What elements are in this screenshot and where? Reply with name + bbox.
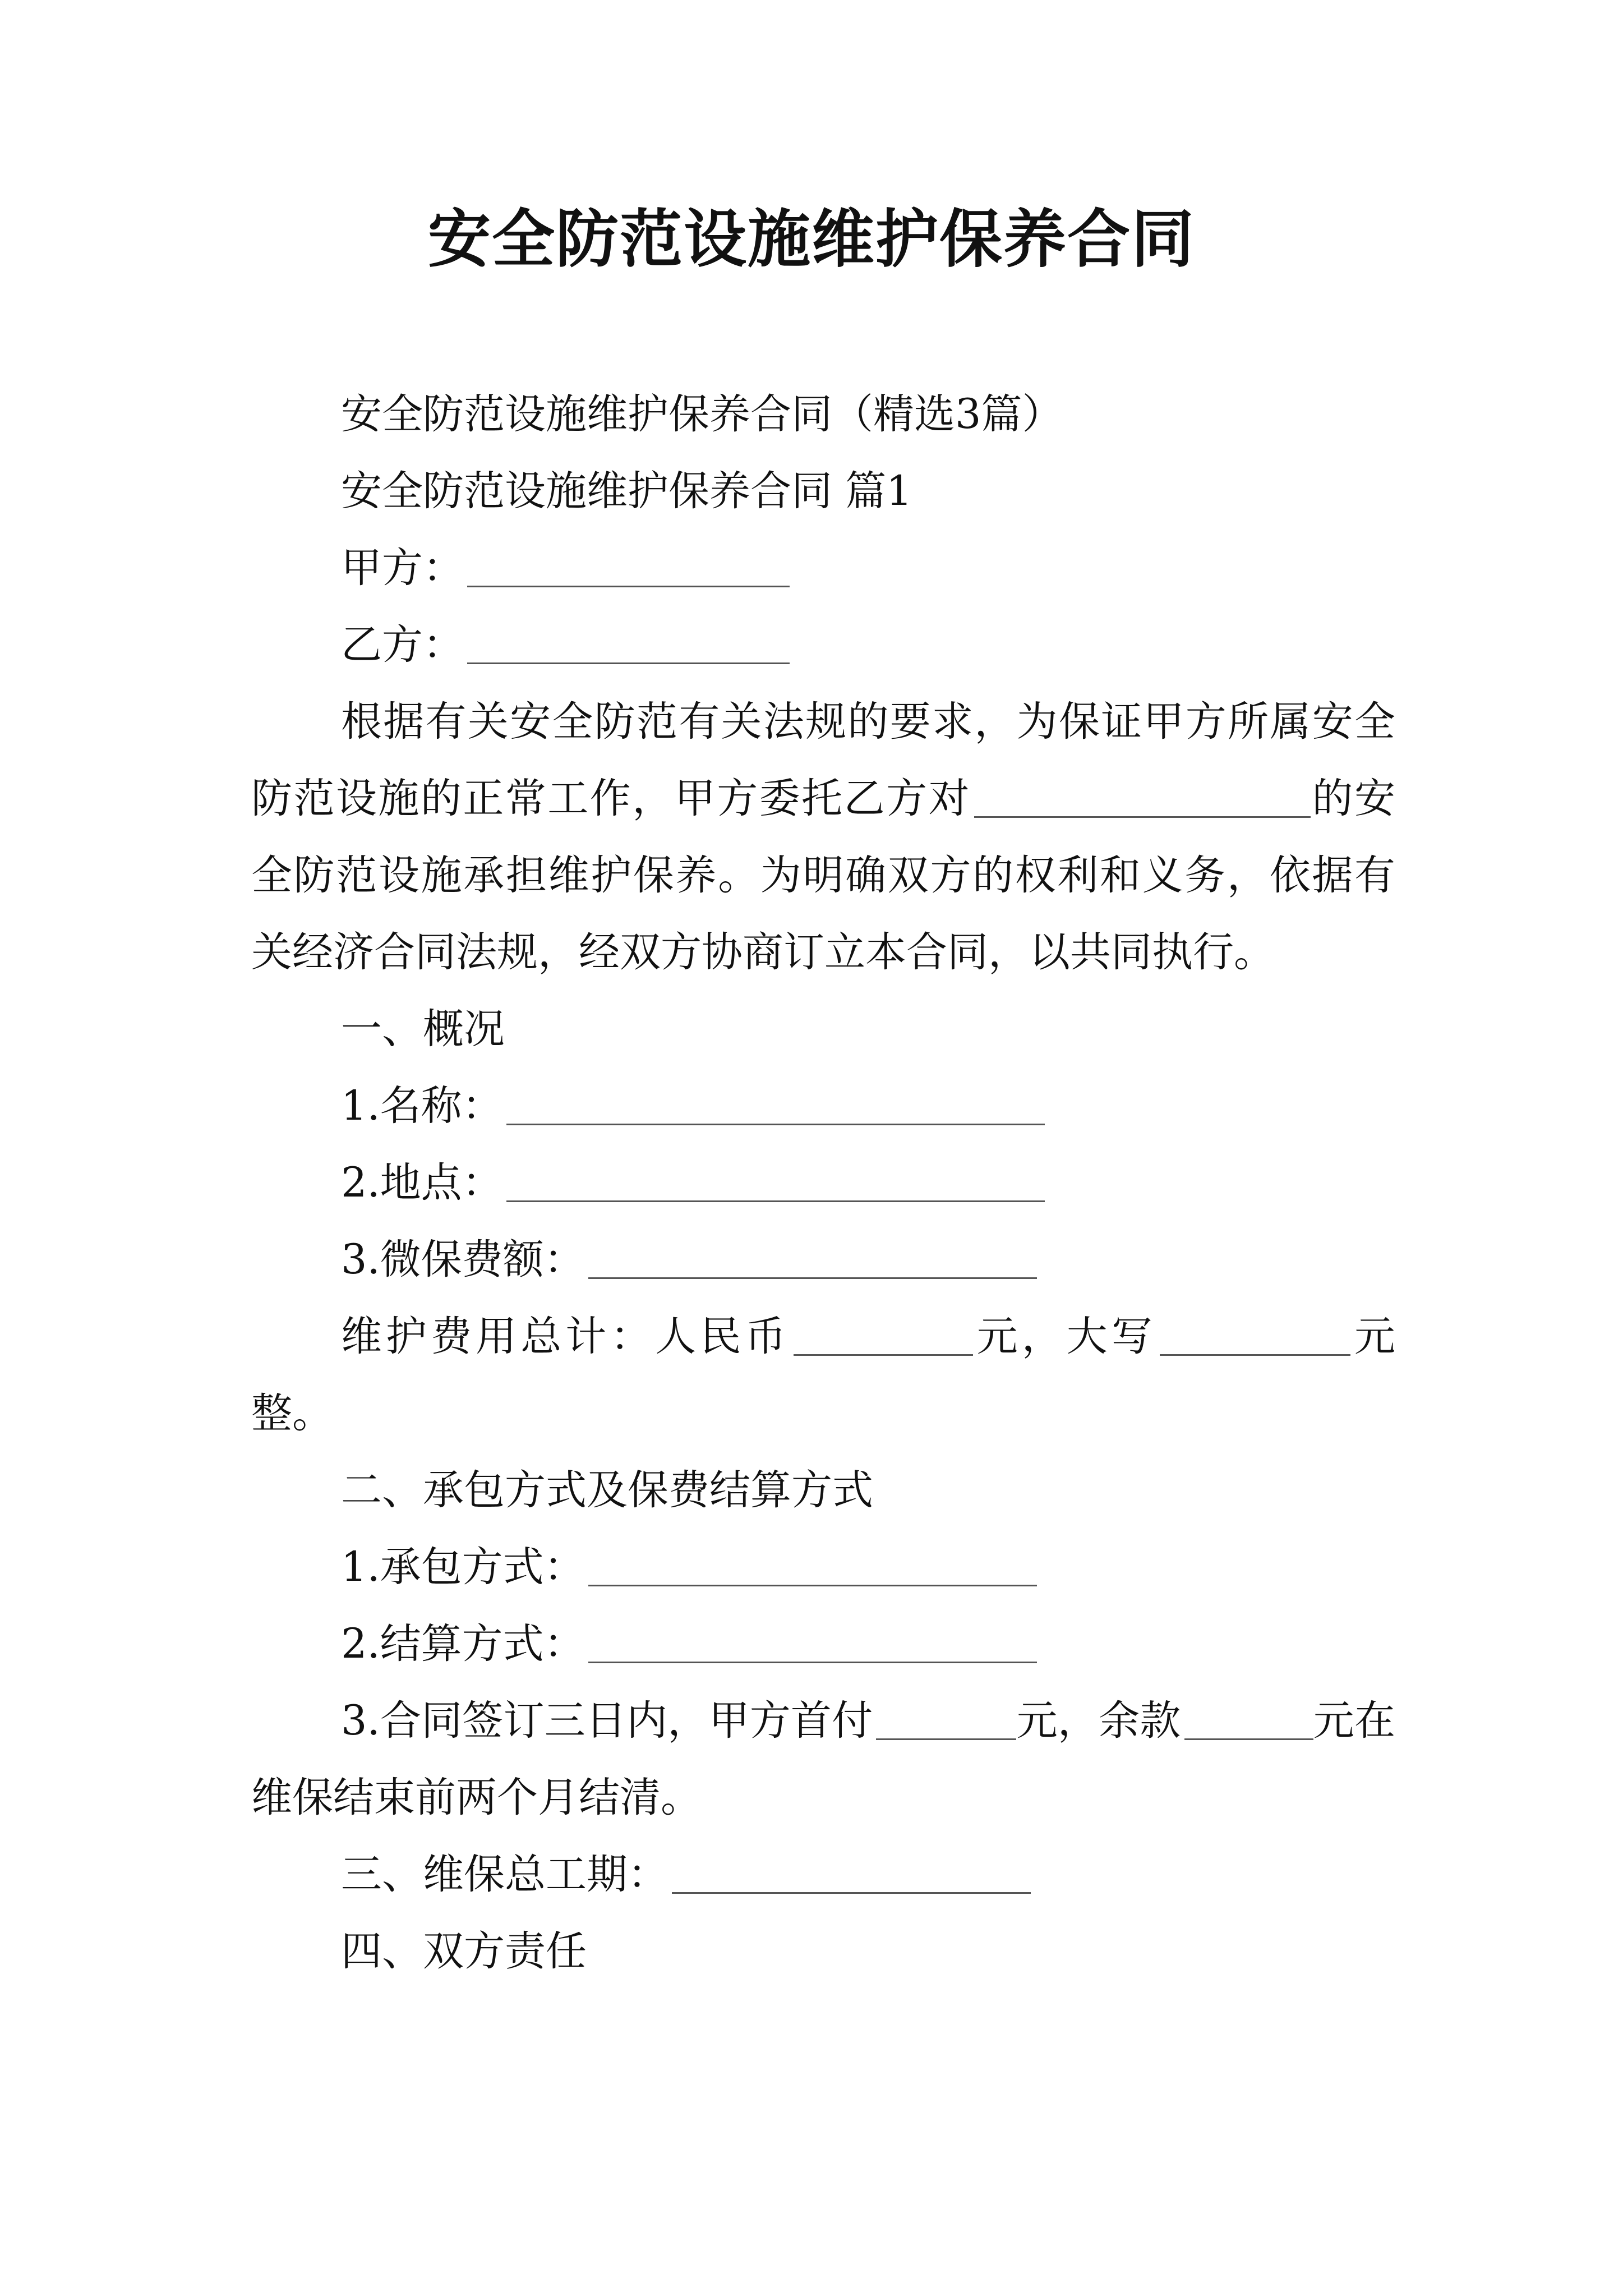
maintenance-period-blank (672, 1852, 1031, 1894)
total-fee-text-part1: 维护费用总计：人民币 (341, 1313, 790, 1360)
section-heading-text: 安全防范设施维护保养合同 篇1 (341, 467, 912, 515)
total-fee-paragraph (251, 1298, 1395, 1452)
party-a-blank (467, 545, 790, 587)
section2-heading: 二、承包方式及保费结算方式 (341, 1466, 873, 1514)
item-location-blank (506, 1160, 1045, 1202)
item-fee-label: 3.微保费额： (341, 1236, 585, 1283)
section2-heading-line (251, 1452, 1395, 1529)
total-fee-amount-blank (794, 1314, 973, 1356)
item-name-line (251, 1068, 1395, 1144)
document-body (251, 376, 1395, 1990)
item-fee-line (251, 1221, 1395, 1298)
intro-text-part2: 的安全防范设施承担维护保养。为明确双方的权利和义务，依据有关经济合同法规，经双方协商订立本合同，以共同执行。 (251, 775, 1396, 976)
party-a-label: 甲方： (341, 544, 464, 592)
section3-heading-line (251, 1836, 1395, 1913)
section3-heading: 三、维保总工期： (341, 1851, 668, 1898)
item-location-line (251, 1144, 1395, 1221)
section1-heading: 一、概况 (341, 1005, 505, 1053)
intro-blank (974, 776, 1311, 818)
first-payment-blank (876, 1698, 1016, 1740)
settlement-method-blank (588, 1621, 1037, 1663)
total-fee-text-part2: 元，大写 (972, 1313, 1156, 1360)
total-fee-words-blank (1160, 1314, 1350, 1356)
section-heading-line (251, 453, 1395, 530)
section1-heading-line (251, 991, 1395, 1068)
party-b-blank (467, 622, 790, 664)
contract-method-blank (588, 1544, 1037, 1586)
payment-text-part2: 元，余款 (1016, 1697, 1181, 1745)
party-b-line (251, 606, 1395, 683)
intro-paragraph (251, 683, 1395, 991)
total-fee-text-part3: 元整。 (251, 1313, 1395, 1437)
contract-method-label: 1.承包方式： (341, 1543, 585, 1591)
intro-text-part1: 根据有关安全防范有关法规的要求，为保证甲方所属安全防范设施的正常工作，甲方委托乙方对 (251, 698, 1395, 822)
item-name-label: 1.名称： (341, 1082, 503, 1130)
section4-heading-line (251, 1913, 1395, 1990)
subtitle-line (251, 376, 1395, 453)
item-fee-blank (588, 1237, 1037, 1279)
payment-paragraph (251, 1682, 1395, 1836)
subtitle-text: 安全防范设施维护保养合同（精选3篇） (341, 390, 1063, 438)
item-name-blank (506, 1083, 1045, 1125)
payment-text-part1: 3.合同签订三日内，甲方首付 (341, 1697, 873, 1745)
contract-method-line (251, 1529, 1395, 1605)
document-title: 安全防范设施维护保养合同 (428, 203, 1195, 276)
balance-blank (1184, 1698, 1313, 1740)
party-a-line (251, 530, 1395, 606)
party-b-label: 乙方： (341, 621, 464, 669)
payment-text-part3: 元在维保结束前两个月结清。 (251, 1697, 1396, 1821)
settlement-method-label: 2.结算方式： (341, 1620, 585, 1668)
settlement-method-line (251, 1605, 1395, 1682)
item-location-label: 2.地点： (341, 1159, 503, 1207)
section4-heading: 四、双方责任 (341, 1927, 587, 1975)
